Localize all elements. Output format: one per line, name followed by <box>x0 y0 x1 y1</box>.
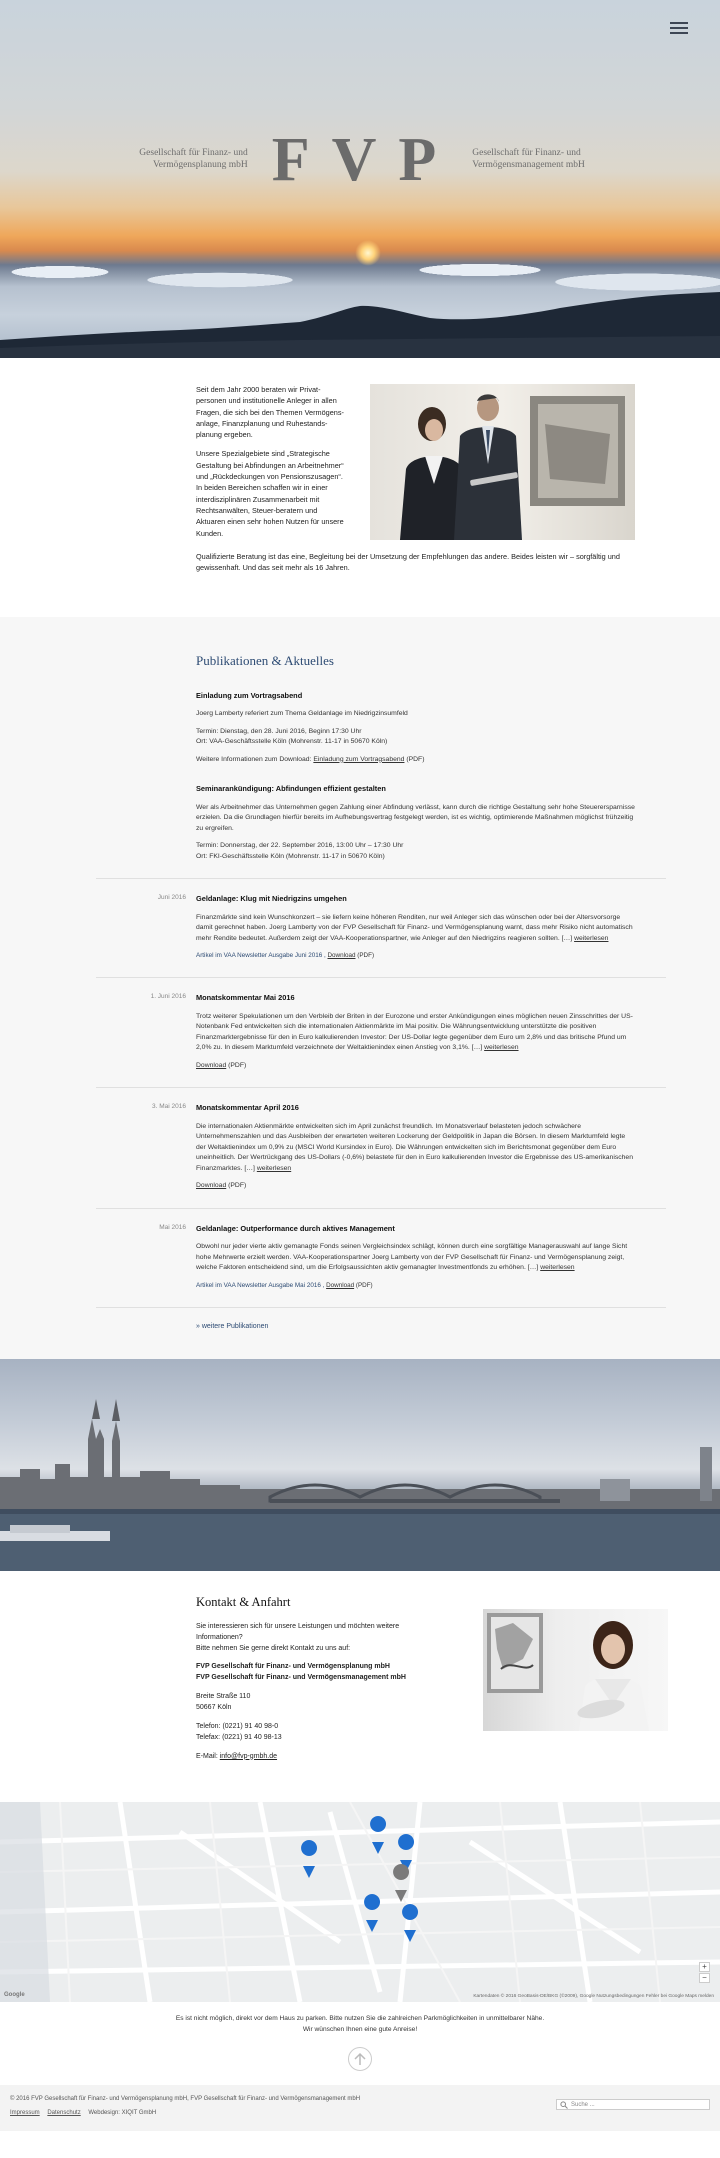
company-name-1: FVP Gesellschaft für Finanz- und Vermögensplanung mbH <box>196 1663 390 1671</box>
logo[interactable] <box>0 112 720 208</box>
pdf-label: (PDF) <box>228 1182 247 1190</box>
logo-right-text: Gesellschaft für Finanz- und Vermögensmanagement mbH <box>472 148 585 171</box>
article-title: Geldanlage: Outperformance durch aktives Management <box>196 1223 395 1233</box>
impressum-link[interactable]: Impressum <box>10 2110 40 2117</box>
cologne-skyline-image <box>0 1359 720 1571</box>
arrow-up-icon <box>354 2052 366 2066</box>
intro-paragraph-3: Qualifizierte Beratung ist das eine, Begleitung bei der Umsetzung der Empfehlungen das andere. Beides leisten wir – sorgfältig und gewissenhaft. Und das seit mehr als 16 Jahren. <box>196 551 620 573</box>
divider <box>96 1307 666 1308</box>
map-zoom-controls <box>699 1962 710 1984</box>
article-item <box>159 1223 636 1291</box>
article-title: Monatskommentar Mai 2016 <box>196 993 295 1003</box>
hero-banner <box>0 0 720 358</box>
city: 50667 Köln <box>196 1704 232 1711</box>
pdf-label: (PDF) <box>406 755 425 763</box>
article-text: Obwohl nur jeder vierte aktiv gemanagte Fonds seinen Vergleichsindex schlägt, können durch eine sorgfältige Managerauswahl auf lange Sicht hohe Mehrwerte erzielt werden. VAA-Kooperationspartner Joerg Lamberty von der FVP Gesellschaft für Finanz- und Vermögensplanung zeigt, welche Faktoren entscheidend sind, um die Erfolgsaussichten aktiv gemanagter Investmentfonds zu erhöhen. […] <box>196 1243 628 1272</box>
company-names <box>196 1662 416 1684</box>
footer <box>0 2085 720 2131</box>
mountain-silhouette <box>0 278 720 358</box>
zoom-out-button[interactable]: − <box>699 1973 710 1983</box>
article-date: 3. Mai 2016 <box>152 1103 186 1111</box>
event-body: Wer als Arbeitnehmer das Unternehmen gegen Zahlung einer Abfindung verlässt, kann durch die richtige Gestaltung sehr hohe Steuerersparnisse erzielen. Da die Grundlagen hierfür bereits im Aufhebungsvertrag festgelegt werden, ist es wichtig, optimierende Maßnahmen möglichst frühzeitig zu ergreifen. <box>196 803 635 832</box>
article-source: Artikel im VAA Newsletter Ausgabe Juni 2016 , <box>196 952 326 960</box>
email-label: E-Mail: <box>196 1752 218 1760</box>
webdesign-credit: Webdesign: XIQIT GmbH <box>88 2110 157 2117</box>
read-more-link[interactable]: weiterlesen <box>574 934 609 942</box>
parking-note <box>0 2002 720 2040</box>
publications-heading: Publikationen & Aktuelles <box>196 653 334 669</box>
intro-paragraph-1: Seit dem Jahr 2000 beraten wir Privat-personen und institutionelle Anleger in allen Fragen, die sich bei den Themen Vermögens-anlage, Finanzplanung und Ruhestands-planung ergeben. <box>196 385 344 440</box>
event-line: Joerg Lamberty referiert zum Thema Geldanlage im Niedrigzinsumfeld <box>196 710 408 718</box>
article-meta <box>196 951 636 961</box>
event-location: Ort: VAA-Geschäftsstelle Köln (Mohrenstr. 11-17 in 50670 Köln) <box>196 738 388 746</box>
event-item <box>196 783 636 862</box>
divider <box>96 878 666 879</box>
back-to-top-button[interactable] <box>348 2047 372 2071</box>
email-link[interactable]: info@fvp-gmbh.de <box>219 1752 278 1760</box>
article-date: Juni 2016 <box>157 894 186 902</box>
article-title: Geldanlage: Klug mit Niedrigzins umgehen <box>196 894 347 904</box>
read-more-link[interactable]: weiterlesen <box>256 1164 292 1172</box>
article-text: Die internationalen Aktienmärkte entwickelten sich im April zunächst freundlich. Im Monatsverlauf belasteten jedoch schwächere Unternehmenszahlen und das Ausbleiben der erwarteten weiteren Lockerung der Geldpolitik in Japan die Börsen. In diesem Marktumfeld legte der Weltaktienindex um 0,9% zu (MSCI World Kursindex in Euro). Die Währungen entwickelten sich im Berichtsmonat gegenüber dem Euro uneinheitlich. Der Wertrückgang des US-Dollars (-0,6%) belastete für den in Euro kalkulierenden Investor die Ergebnisse des US-amerikanischen Finanzmarktes. […] <box>196 1122 633 1172</box>
contact-intro-line-2: Bitte nehmen Sie gerne direkt Kontakt zu uns auf: <box>196 1644 351 1652</box>
phone-number: Telefon: (0221) 91 40 98-0 <box>196 1722 279 1730</box>
logo-mark: FVP <box>271 126 459 194</box>
intro-section <box>0 358 720 617</box>
more-publications-link[interactable]: » weitere Publikationen <box>196 1322 269 1330</box>
article-body <box>196 913 636 945</box>
contact-person-photo <box>483 1609 668 1731</box>
article-body <box>196 1242 636 1274</box>
footer-links <box>10 2109 710 2118</box>
event-title: Einladung zum Vortragsabend <box>196 690 303 700</box>
read-more-link[interactable]: weiterlesen <box>540 1264 575 1272</box>
datenschutz-link[interactable]: Datenschutz <box>47 2110 81 2117</box>
download-link[interactable]: Download <box>196 1061 227 1069</box>
article-text: Finanzmärkte sind kein Wunschkonzert – sie liefern keine höheren Renditen, nur weil Anleger sich das wünschen oder bei der Altersvorsorge damit gerechnet haben. Joerg Lamberty von der FVP Gesellschaft für Finanz- und Vermögensplanung warnt, dass mehr Risiko nicht automatisch mehr Rendite bedeutet. Außerdem zeigt der VAA-Kooperationspartner, wie Anleger auf den Niedrigzins reagieren sollten. […] <box>196 913 633 942</box>
parking-note-line-1: Es ist nicht möglich, direkt vor dem Haus zu parken. Bitte nutzen Sie die zahlreichen Parkmöglichkeiten in unmittelbarer Nähe. <box>175 2015 545 2023</box>
email-line <box>196 1752 416 1763</box>
company-name-2: FVP Gesellschaft für Finanz- und Vermögensmanagement mbH <box>196 1674 406 1682</box>
invitation-download-link[interactable]: Einladung zum Vortragsabend <box>313 755 405 763</box>
copyright: © 2016 FVP Gesellschaft für Finanz- und Vermögensplanung mbH, FVP Gesellschaft für Finanz- und Vermögensmanagement mbH <box>10 2095 361 2102</box>
article-date: Mai 2016 <box>159 1223 186 1231</box>
event-download <box>196 755 636 766</box>
search-icon <box>560 2101 568 2109</box>
intro-paragraph-2: Unsere Spezialgebiete sind „Strategische Gestaltung bei Abfindungen an Arbeitnehmer“ und „Rückdeckungen von Pensionszusagen“. In beiden Bereichen schaffen wir in einer interdisziplinären Zusammenarbeit mit Rechtsanwälten, Steuer-beratern und Aktuaren einen sehr hohen Nutzen für unsere Kunden. <box>196 449 344 538</box>
read-more-link[interactable]: weiterlesen <box>484 1044 519 1052</box>
event-location: Ort: FKI-Geschäftsstelle Köln (Mohrenstr. 11-17 in 50670 Köln) <box>196 852 385 860</box>
article-title: Monatskommentar April 2016 <box>196 1103 299 1113</box>
fax-number: Telefax: (0221) 91 40 98-13 <box>196 1733 282 1741</box>
pdf-label: (PDF) <box>228 1061 247 1069</box>
divider <box>96 1087 666 1088</box>
event-date: Termin: Dienstag, den 28. Juni 2016, Beginn 17:30 Uhr <box>196 727 362 735</box>
hamburger-menu-icon[interactable] <box>670 22 688 34</box>
event-title: Seminarankündigung: Abfindungen effizient gestalten <box>196 784 386 794</box>
download-link[interactable]: Download <box>196 1182 227 1190</box>
divider <box>96 977 666 978</box>
article-meta <box>196 1281 636 1291</box>
event-date: Termin: Donnerstag, der 22. September 2016, 13:00 Uhr – 17:30 Uhr <box>196 842 404 850</box>
article-item <box>150 992 636 1071</box>
search-input[interactable] <box>556 2099 710 2110</box>
article-meta <box>196 1181 636 1192</box>
pdf-label: (PDF) <box>355 1281 373 1289</box>
divider <box>96 1208 666 1209</box>
contact-section <box>0 1571 720 1803</box>
article-body <box>196 1122 636 1175</box>
article-text: Trotz weiterer Spekulationen um den Verbleib der Briten in der Eurozone und erster Ankündigungen eines möglichen neuen Zinsschrittes der US-Notenbank Fed entwickelten sich die internationalen Aktienmärkte im Mai positiv. Die Währungsentwicklung unterstützte die positiven Finanzmarktergebnisse für den in Euro kalkulierenden Investor: Der US-Dollar legte gegenüber dem Euro um 2,8% und das britische Pfund um 2,0% zu. In diesem Marktumfeld verzeichnete der Weltaktienindex einen Anstieg von 3,1%. […] <box>196 1012 633 1052</box>
street: Breite Straße 110 <box>196 1693 251 1701</box>
article-date: 1. Juni 2016 <box>150 993 186 1001</box>
google-logo: Google <box>4 1992 25 1999</box>
article-item <box>152 1102 636 1192</box>
contact-heading: Kontakt & Anfahrt <box>196 1594 291 1609</box>
zoom-in-button[interactable]: + <box>699 1962 710 1972</box>
article-meta <box>196 1061 636 1072</box>
download-prefix: Weitere Informationen zum Download: <box>196 755 312 763</box>
map-attribution[interactable]: Kartendaten © 2016 GeoBasis-DE/BKG (©2009), Google Nutzungsbedingungen Fehler bei Google Maps melden <box>473 1993 714 1999</box>
contact-intro-line-1: Sie interessieren sich für unsere Leistungen und möchten weitere Informationen? <box>196 1622 400 1641</box>
publications-section <box>0 617 720 1358</box>
download-link[interactable]: Download <box>327 952 356 960</box>
article-body <box>196 1012 636 1054</box>
search-placeholder: Suche ... <box>571 2101 595 2108</box>
phone-fax <box>196 1722 416 1744</box>
article-item <box>157 893 636 961</box>
article-source: Artikel im VAA Newsletter Ausgabe Mai 2016 , <box>196 1281 325 1289</box>
address <box>196 1692 416 1714</box>
event-line <box>196 727 636 748</box>
download-link[interactable]: Download <box>326 1281 355 1289</box>
location-map[interactable] <box>0 1802 720 2002</box>
event-line <box>196 841 636 862</box>
parking-note-line-2: Wir wünschen Ihnen eine gute Anreise! <box>302 2025 418 2033</box>
event-item <box>196 690 636 766</box>
contact-intro <box>196 1622 416 1655</box>
advisors-photo <box>370 384 635 540</box>
pdf-label: (PDF) <box>357 952 375 960</box>
logo-left-text: Gesellschaft für Finanz- und Vermögensplanung mbH <box>139 148 248 171</box>
